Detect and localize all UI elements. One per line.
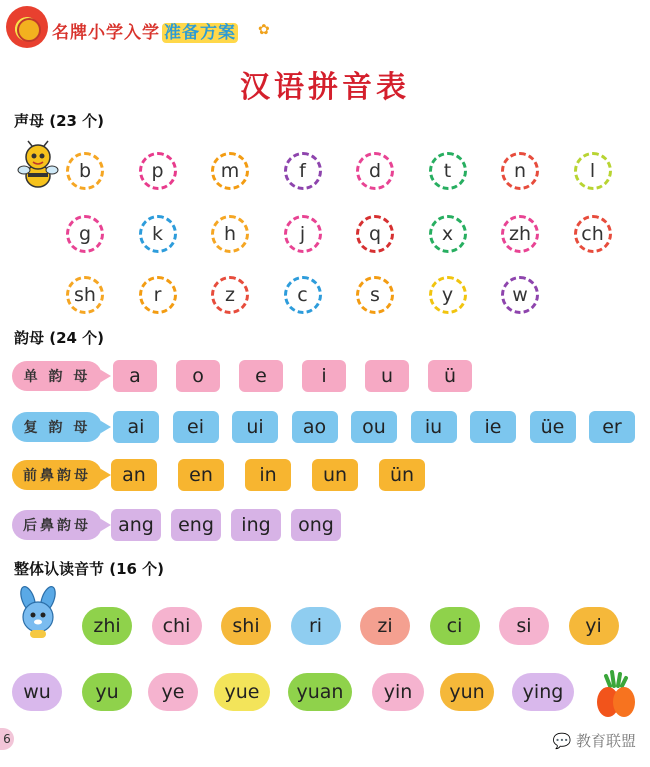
wechat-icon: 💬 xyxy=(552,732,572,750)
final-ui: ui xyxy=(232,411,278,443)
final-in: in xyxy=(245,459,291,491)
finals-row-label: 复 韵 母 xyxy=(12,412,102,442)
final-üe: üe xyxy=(530,411,576,443)
final-eng: eng xyxy=(171,509,221,541)
finals-row-label: 前鼻韵母 xyxy=(12,460,102,490)
butterfly-icon: ✿ xyxy=(258,22,270,38)
syllable-wu: wu xyxy=(12,673,62,711)
brand-highlight: 准备方案 xyxy=(164,23,236,43)
final-ou: ou xyxy=(351,411,397,443)
final-an: an xyxy=(111,459,157,491)
final-ong: ong xyxy=(291,509,341,541)
initial-q: q xyxy=(356,215,394,253)
initial-j: j xyxy=(284,215,322,253)
syllable-chi: chi xyxy=(152,607,202,645)
syllable-ci: ci xyxy=(430,607,480,645)
initial-f: f xyxy=(284,152,322,190)
final-e: e xyxy=(239,360,283,392)
final-u: u xyxy=(365,360,409,392)
syllable-zi: zi xyxy=(360,607,410,645)
final-ie: ie xyxy=(470,411,516,443)
page-title: 汉语拼音表 xyxy=(240,70,410,105)
initial-t: t xyxy=(429,152,467,190)
initial-d: d xyxy=(356,152,394,190)
syllable-ying: ying xyxy=(512,673,574,711)
initial-x: x xyxy=(429,215,467,253)
finals-title: 韵母 (24 个) xyxy=(14,329,105,347)
watermark: 💬 教育联盟 xyxy=(552,732,636,750)
syllable-yuan: yuan xyxy=(288,673,352,711)
syllable-yu: yu xyxy=(82,673,132,711)
page-number: 6 xyxy=(0,728,14,750)
initial-r: r xyxy=(139,276,177,314)
rabbit-mascot-icon xyxy=(10,585,66,641)
initial-l: l xyxy=(574,152,612,190)
initial-b: b xyxy=(66,152,104,190)
final-er: er xyxy=(589,411,635,443)
initial-k: k xyxy=(139,215,177,253)
final-ai: ai xyxy=(113,411,159,443)
final-ing: ing xyxy=(231,509,281,541)
final-ang: ang xyxy=(111,509,161,541)
initials-title: 声母 (23 个) xyxy=(14,112,105,130)
brand-title: 名牌小学入学 准备方案 xyxy=(52,23,236,43)
initial-p: p xyxy=(139,152,177,190)
final-iu: iu xyxy=(411,411,457,443)
carrot-icon xyxy=(592,668,640,720)
initial-g: g xyxy=(66,215,104,253)
syllable-shi: shi xyxy=(221,607,271,645)
syllable-ye: ye xyxy=(148,673,198,711)
initial-ch: ch xyxy=(574,215,612,253)
final-un: un xyxy=(312,459,358,491)
syllable-yue: yue xyxy=(214,673,270,711)
syllable-ri: ri xyxy=(291,607,341,645)
initial-y: y xyxy=(429,276,467,314)
finals-row-label: 单 韵 母 xyxy=(12,361,102,391)
syllable-yi: yi xyxy=(569,607,619,645)
initial-sh: sh xyxy=(66,276,104,314)
bee-mascot-icon xyxy=(16,140,60,190)
initial-h: h xyxy=(211,215,249,253)
initial-m: m xyxy=(211,152,249,190)
syllable-si: si xyxy=(499,607,549,645)
initial-z: z xyxy=(211,276,249,314)
final-a: a xyxy=(113,360,157,392)
final-ü: ü xyxy=(428,360,472,392)
final-en: en xyxy=(178,459,224,491)
syllable-yin: yin xyxy=(372,673,424,711)
final-i: i xyxy=(302,360,346,392)
initial-w: w xyxy=(501,276,539,314)
initial-c: c xyxy=(284,276,322,314)
final-ao: ao xyxy=(292,411,338,443)
final-ei: ei xyxy=(173,411,219,443)
initial-s: s xyxy=(356,276,394,314)
finals-row-label: 后鼻韵母 xyxy=(12,510,102,540)
whole-syllables-title: 整体认读音节 (16 个) xyxy=(14,560,165,578)
initial-n: n xyxy=(501,152,539,190)
initial-zh: zh xyxy=(501,215,539,253)
syllable-yun: yun xyxy=(440,673,494,711)
syllable-zhi: zhi xyxy=(82,607,132,645)
logo-face-icon xyxy=(17,18,41,42)
final-ün: ün xyxy=(379,459,425,491)
final-o: o xyxy=(176,360,220,392)
